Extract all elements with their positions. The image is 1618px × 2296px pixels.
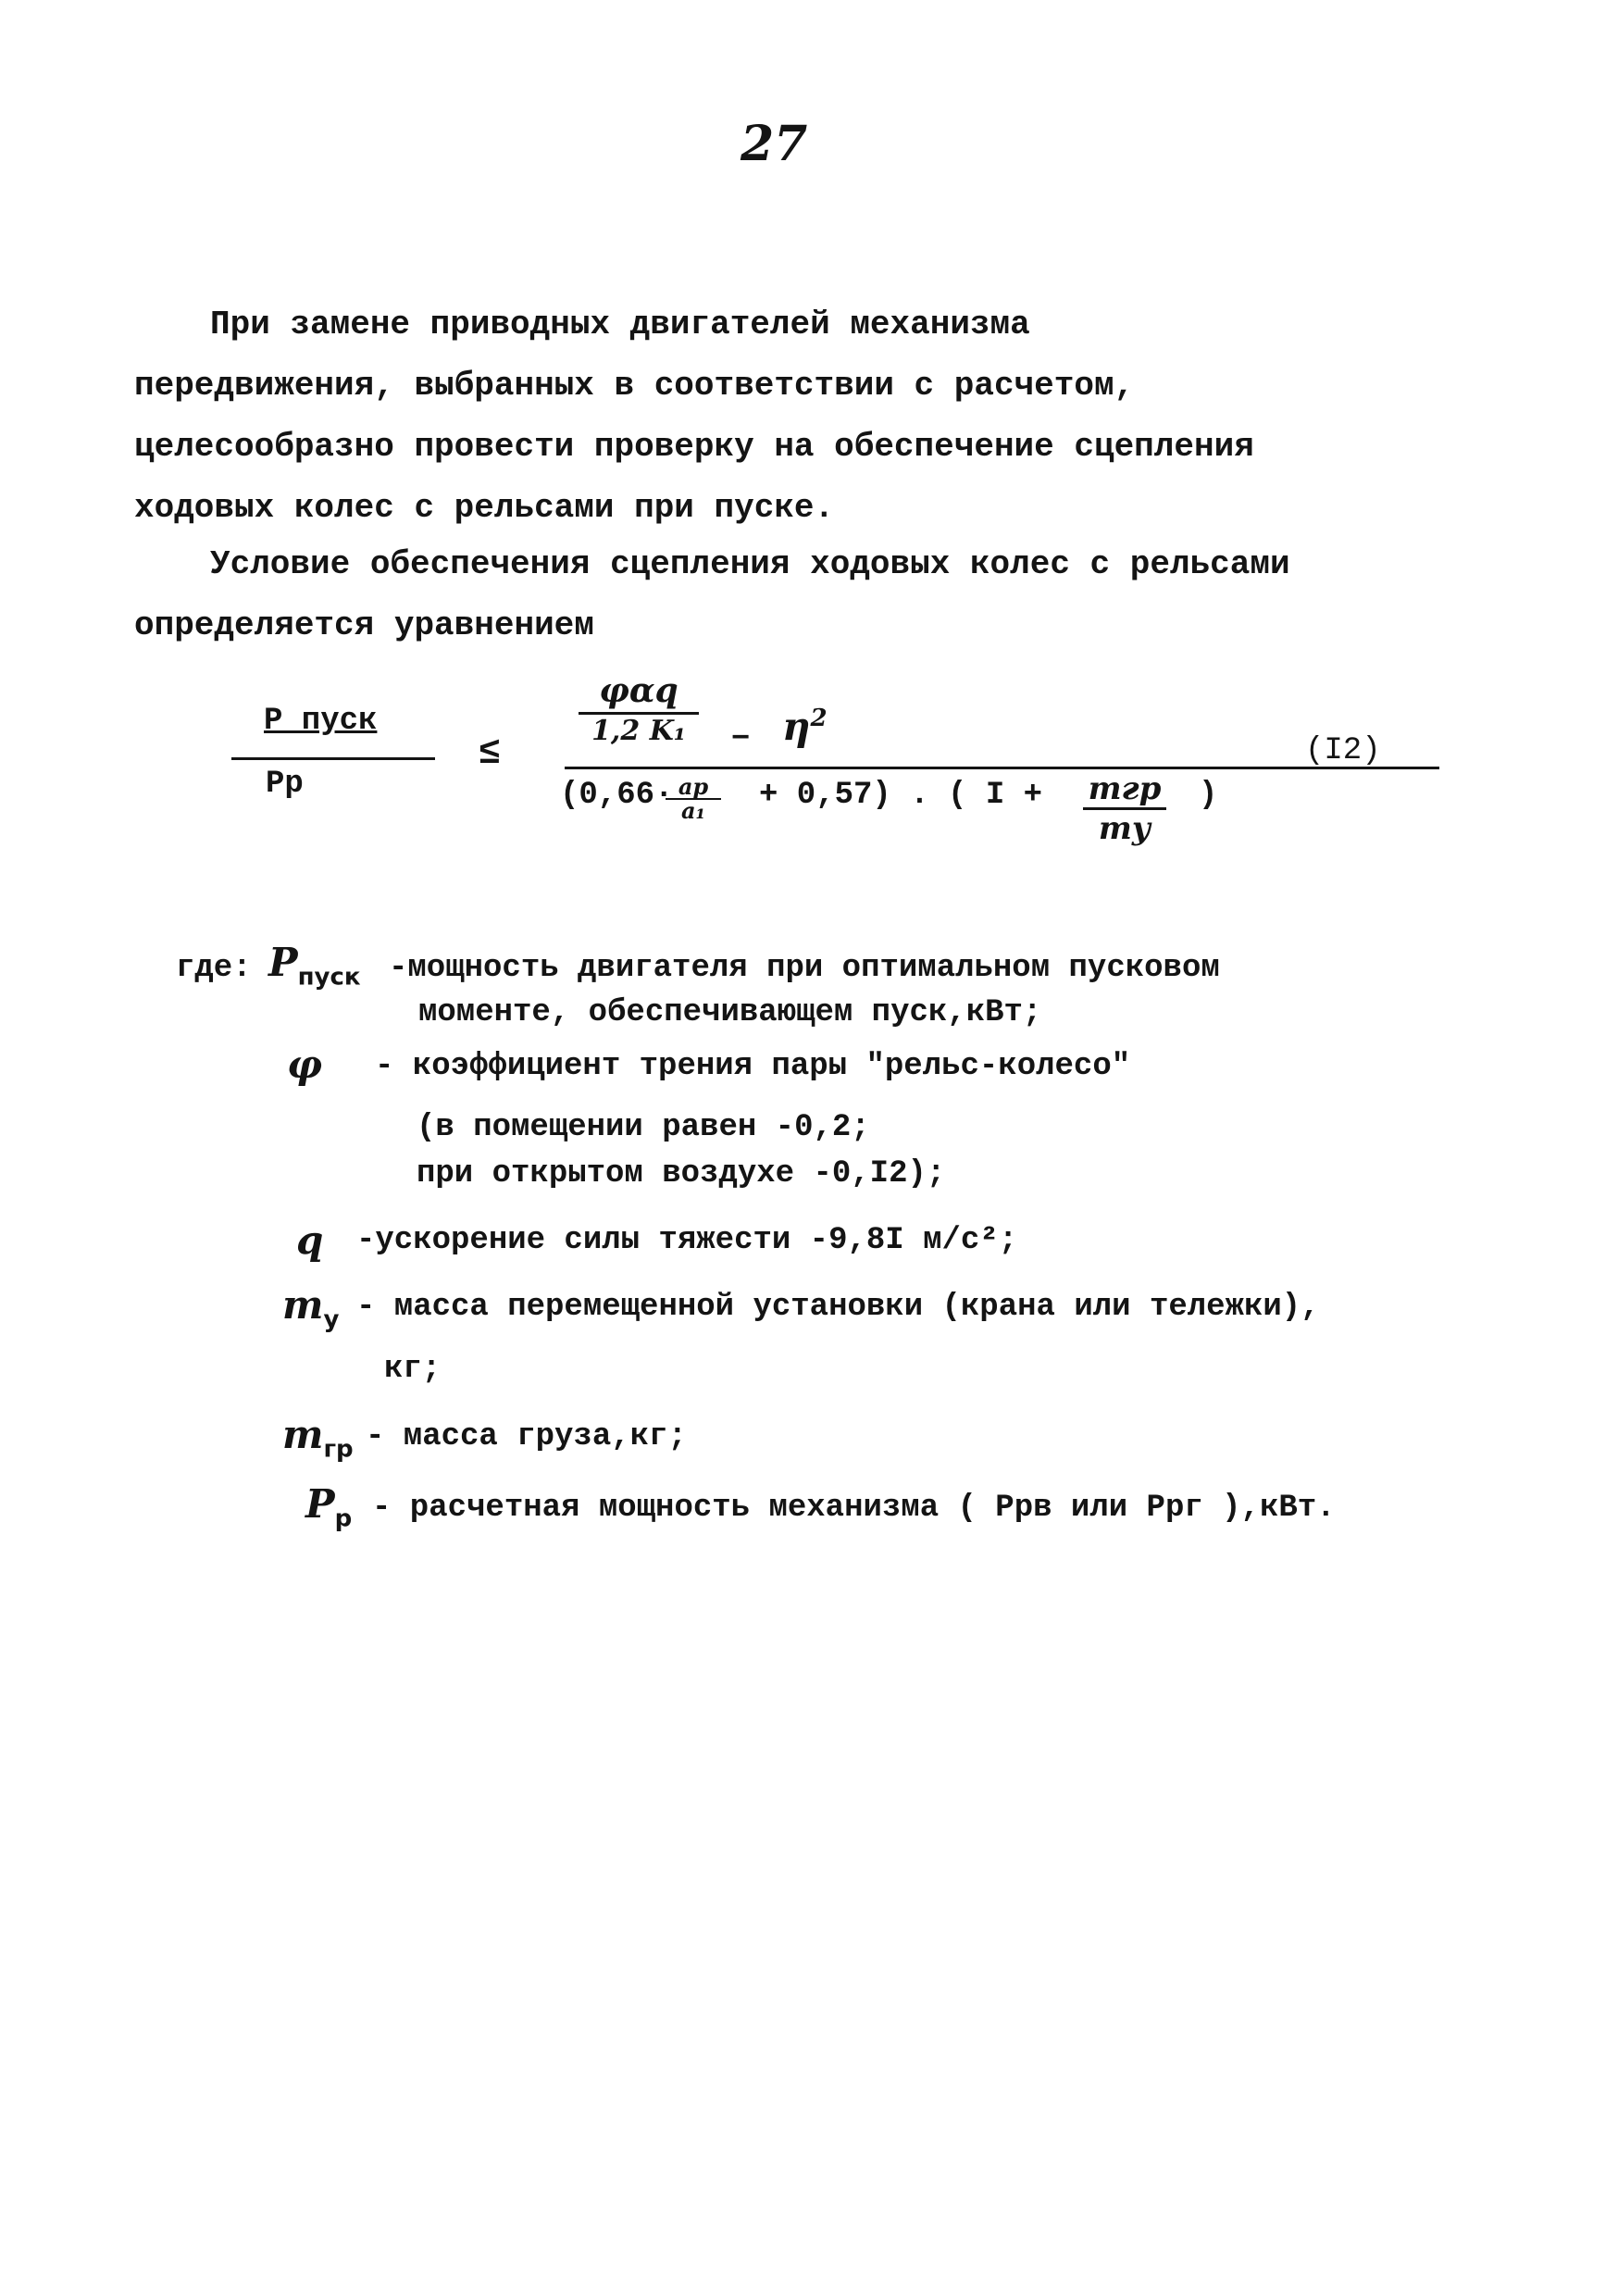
definition-text-cont: моменте, обеспечивающем пуск,кВт; bbox=[418, 995, 1042, 1030]
paragraph-2: Условие обеспечения сцепления ходовых колес с рельсами определяется уравнением bbox=[134, 545, 1290, 644]
definition-text: - масса груза,кг; bbox=[366, 1419, 687, 1454]
condition-paragraph bbox=[134, 534, 1310, 656]
mass-numerator: mгр bbox=[1083, 770, 1166, 810]
definition-text: -ускорение силы тяжести -9,8I м/с²; bbox=[356, 1223, 1018, 1258]
symbol-phi: φ bbox=[287, 1042, 323, 1087]
paragraph-1: При замене приводных двигателей механизма передвижения, выбранных в соответствии с расчетом, целесообразно провести проверку на обеспечение сцепления ходовых колес с рельсами при пуске. bbox=[134, 306, 1254, 527]
definition-text: - масса перемещенной установки (крана или тележки), bbox=[356, 1290, 1320, 1325]
lhs-denominator: Pp bbox=[266, 767, 304, 802]
closing-parenthesis: ) bbox=[1199, 778, 1218, 813]
definition-text-cont: (в помещении равен -0,2; bbox=[417, 1110, 870, 1145]
inner-denominator: 1,2 K₁ bbox=[591, 715, 686, 747]
symbol-q: q bbox=[296, 1217, 324, 1263]
ratio-denominator: a₁ bbox=[680, 797, 706, 824]
mass-denominator: mу bbox=[1098, 810, 1151, 847]
denominator-part-1: (0,66· bbox=[560, 778, 674, 813]
eta-power: 2 bbox=[810, 705, 828, 732]
intro-paragraph bbox=[134, 294, 1310, 539]
minus-sign: − bbox=[731, 722, 751, 757]
definition-text-cont: при открытом воздухе -0,I2); bbox=[417, 1156, 946, 1192]
lhs-numerator: P пуск bbox=[264, 704, 378, 739]
definition-text: - расчетная мощность механизма ( Pрв или Pрг ),кВт. bbox=[372, 1491, 1336, 1526]
ratio-fraction bbox=[666, 773, 721, 824]
formula-12 bbox=[227, 667, 1421, 870]
symbol-m-u: $m_у$ bbox=[282, 1282, 340, 1334]
lhs-fraction-line bbox=[231, 757, 435, 760]
denominator-part-2: + 0,57) . ( I + bbox=[759, 778, 1043, 813]
eta-symbol: $\eta^2$ bbox=[782, 704, 828, 749]
inner-fraction bbox=[579, 671, 699, 747]
inner-numerator: φαq bbox=[579, 671, 699, 715]
page-number: 27 bbox=[741, 116, 808, 172]
ratio-numerator: aр bbox=[666, 776, 721, 800]
mass-fraction bbox=[1083, 770, 1166, 847]
where-label: где: bbox=[176, 951, 252, 986]
definition-text-cont: кг; bbox=[384, 1352, 442, 1387]
symbol-p-start: $P_{пуск}$ bbox=[268, 940, 361, 992]
symbol-p-r: $P_р$ bbox=[305, 1481, 353, 1533]
leq-sign: ≤ bbox=[479, 733, 502, 775]
equation-number: (I2) bbox=[1305, 733, 1381, 768]
definition-text: - коэффициент трения пары "рельс-колесо" bbox=[375, 1049, 1131, 1084]
symbol-m-gr: $m_{гр}$ bbox=[282, 1412, 354, 1464]
definition-text: -мощность двигателя при оптимальном пусковом bbox=[389, 951, 1220, 986]
